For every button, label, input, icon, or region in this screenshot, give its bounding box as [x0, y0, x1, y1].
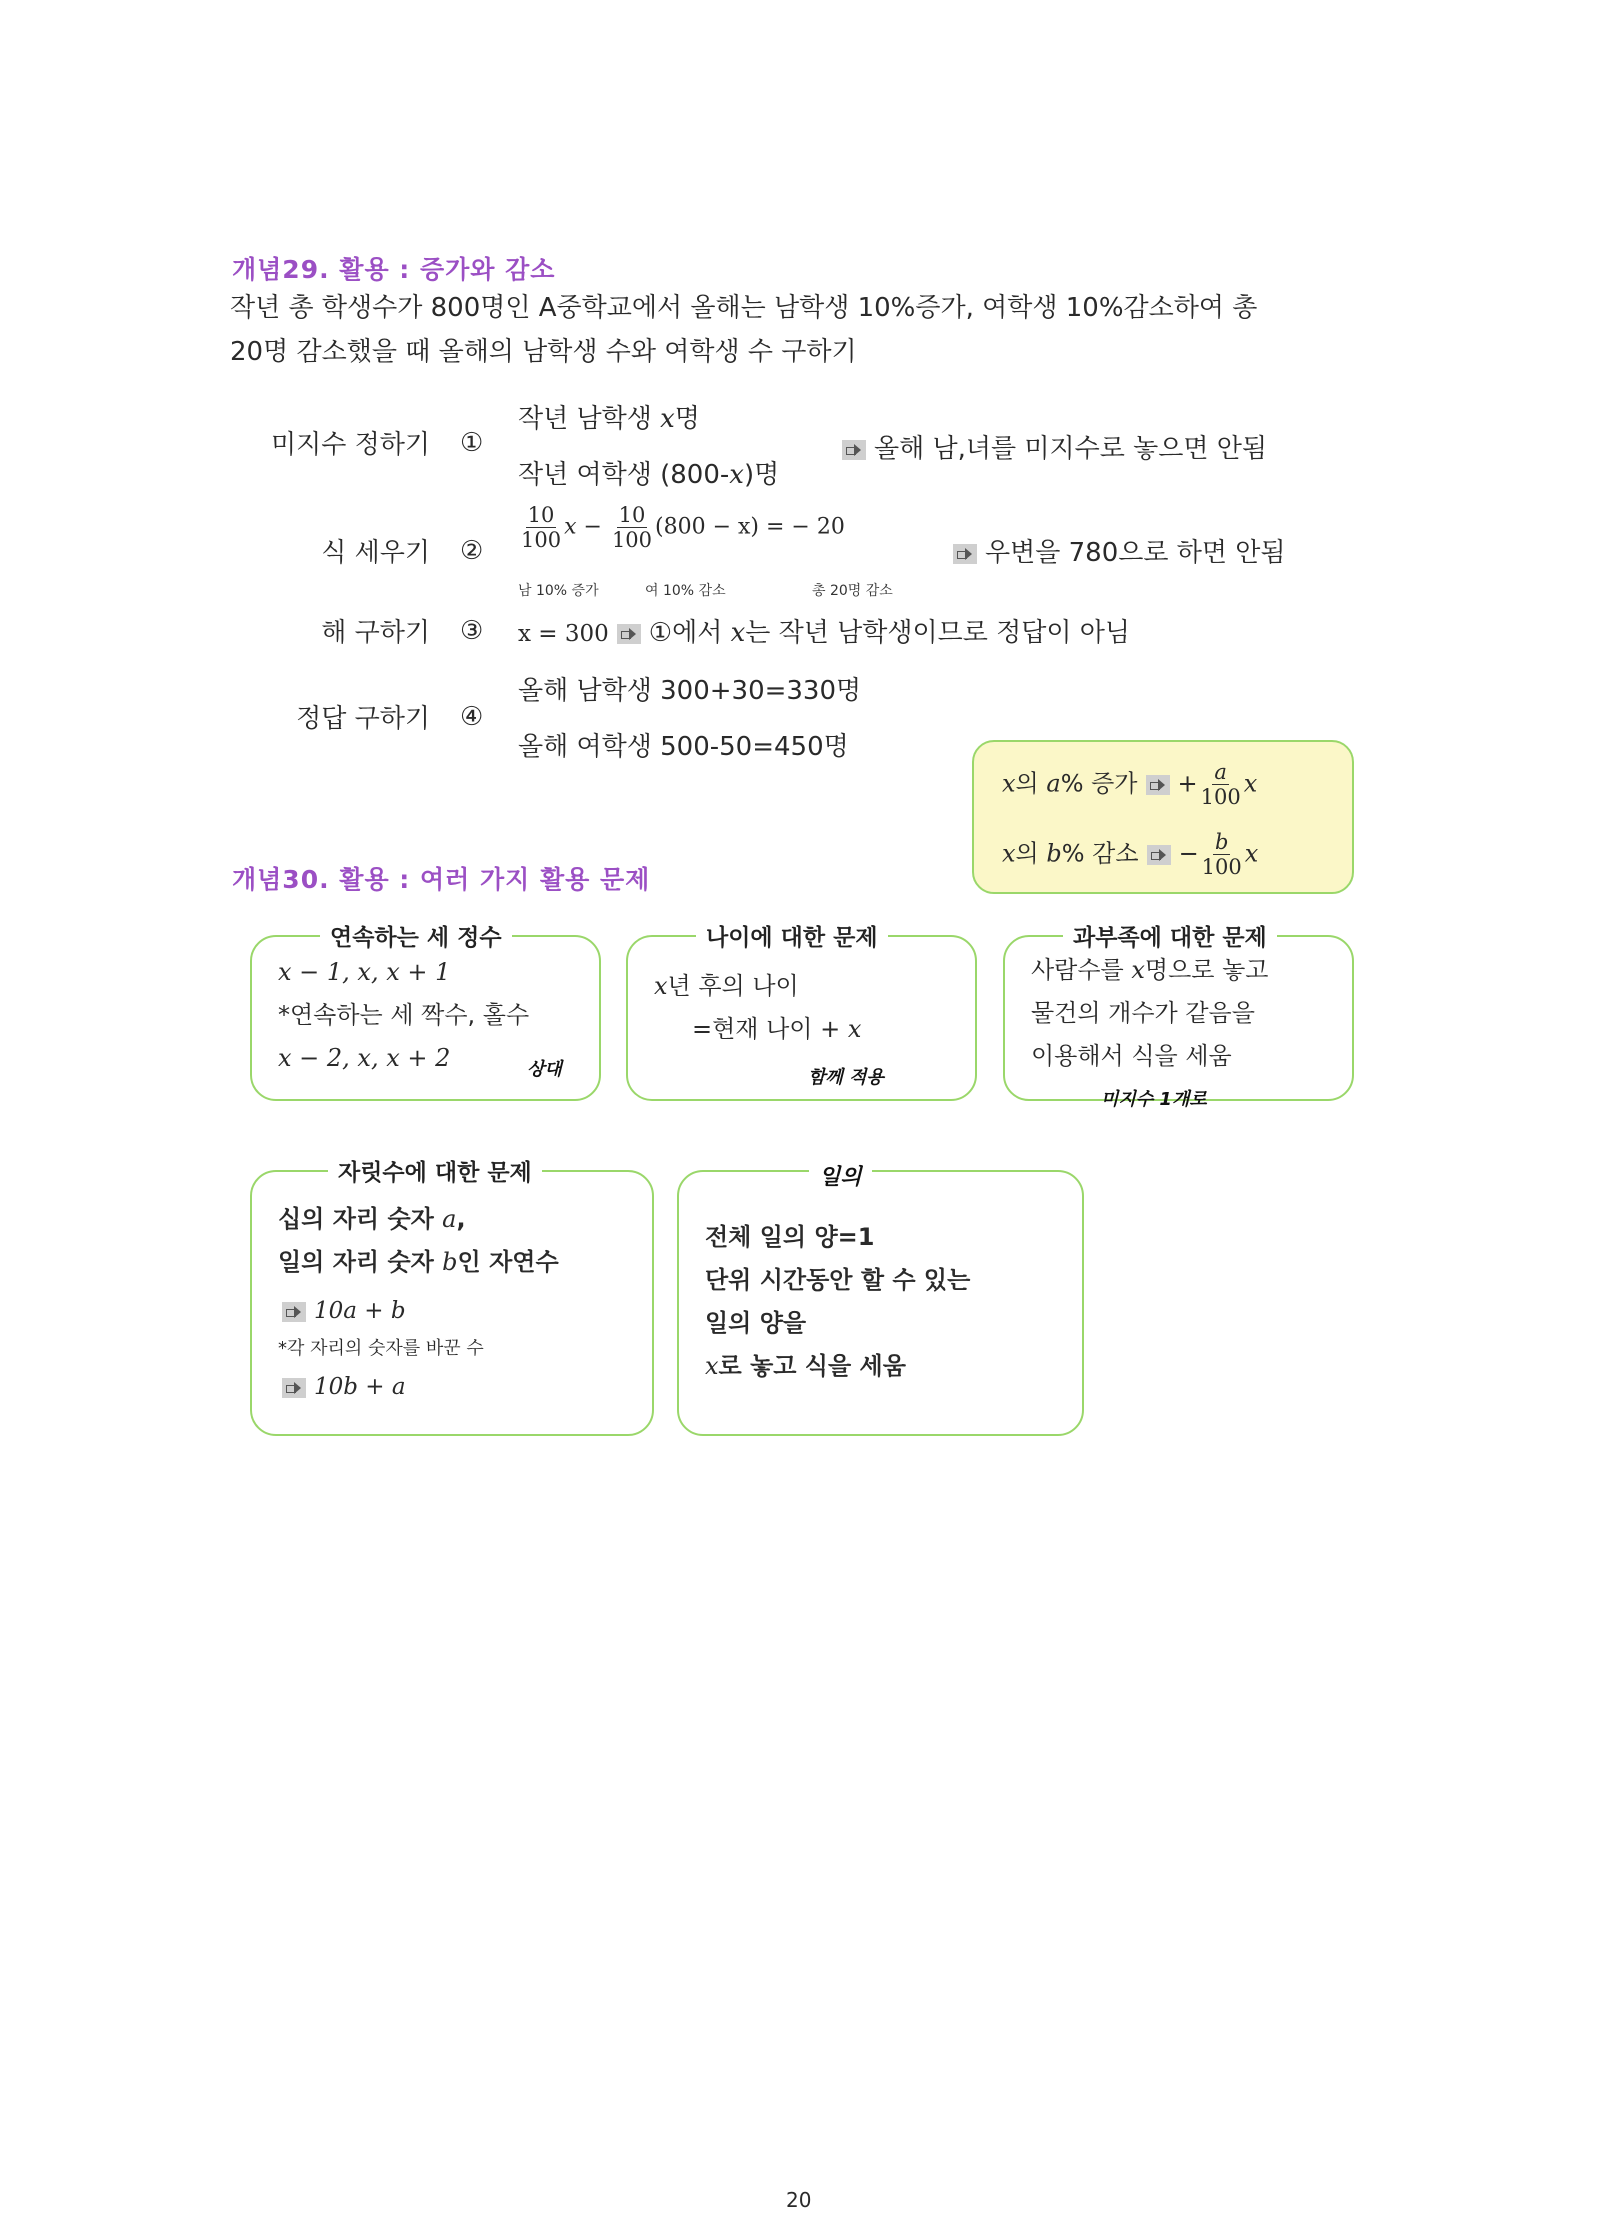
step4-num: ④	[460, 702, 484, 732]
box1-line2: *연속하는 세 짝수, 홀수	[278, 1001, 530, 1029]
step3-num: ③	[460, 616, 484, 646]
step1-label: 미지수 정하기	[271, 430, 430, 460]
box-digits	[250, 1160, 654, 1436]
box-work	[677, 1165, 1084, 1436]
arrow-icon	[953, 544, 977, 564]
arrow-icon	[1147, 845, 1171, 865]
arrow-icon	[1146, 775, 1170, 795]
step2-label: 식 세우기	[321, 538, 430, 568]
tip-increase: x의 a% 증가 + $\frac{a}{100}$ x	[1002, 760, 1258, 809]
box3-title: 과부족에 대한 문제	[1063, 919, 1277, 952]
step4-label: 정답 구하기	[296, 704, 430, 734]
step1-note: 올해 남,녀를 미지수로 놓으면 안됨	[834, 428, 1267, 465]
percent-tip-box	[972, 740, 1354, 894]
box2-line2: =현재 나이 + x	[692, 1015, 862, 1043]
box5-line4: x로 놓고 식을 세움	[705, 1352, 906, 1380]
step1-line2: 작년 여학생 (800-x)명	[518, 460, 780, 490]
box1-line3: x − 2, x, x + 2	[278, 1044, 451, 1072]
page-number: 20	[786, 2188, 812, 2212]
step3-line: x = 300 ①에서 x는 작년 남학생이므로 정답이 아님	[518, 618, 1130, 648]
box4-line4: *각 자리의 숫자를 바꾼 수	[278, 1338, 484, 1359]
box1-handwriting: 상대	[527, 1059, 562, 1080]
concept29-title: 개념29. 활용 : 증가와 감소	[232, 255, 556, 284]
arrow-icon	[842, 440, 866, 460]
box3-line3: 이용해서 식을 세움	[1031, 1042, 1232, 1070]
box-age	[626, 925, 977, 1101]
box3-handwriting: 미지수 1개로	[1101, 1089, 1207, 1110]
box5-line1: 전체 일의 양=1	[705, 1223, 875, 1251]
step3-label: 해 구하기	[321, 618, 430, 648]
box4-line3: 10a + b	[274, 1292, 484, 1330]
arrow-icon	[617, 624, 641, 644]
problem-line1: 작년 총 학생수가 800명인 A중학교에서 올해는 남학생 10%증가, 여학생 10%감소하여 총	[230, 293, 1258, 323]
box4-line2: 일의 자리 숫자 b인 자연수	[278, 1248, 559, 1276]
problem-line2: 20명 감소했을 때 올해의 남학생 수와 여학생 수 구하기	[230, 337, 857, 367]
box2-handwriting: 함께 적용	[808, 1067, 884, 1088]
step2-equation: $\frac{10}{100}$ x − $\frac{10}{100}$ (800 − x) = − 20	[521, 503, 845, 552]
arrow-icon	[282, 1378, 306, 1398]
box5-line3: 일의 양을	[705, 1309, 807, 1337]
step2-sub1: 남 10% 증가	[518, 583, 599, 599]
step2-num: ②	[460, 536, 484, 566]
step1-line1: 작년 남학생 x명	[518, 404, 700, 434]
arrow-icon	[282, 1302, 306, 1322]
box2-line1: x년 후의 나이	[654, 972, 799, 1000]
step2-note: 우변을 780으로 하면 안됨	[945, 532, 1285, 569]
box5-line2: 단위 시간동안 할 수 있는	[705, 1266, 971, 1294]
box4-line1: 십의 자리 숫자 a,	[278, 1205, 466, 1233]
step1-num: ①	[460, 428, 484, 458]
box3-line2: 물건의 개수가 같음을	[1031, 999, 1255, 1027]
box1-line1: x − 1, x, x + 1	[278, 958, 451, 986]
tip-decrease: x의 b% 감소 − $\frac{b}{100}$ x	[1002, 830, 1259, 879]
box-consecutive-integers	[250, 925, 601, 1101]
concept30-title: 개념30. 활용 : 여러 가지 활용 문제	[232, 865, 651, 894]
box4-line5: 10b + a	[274, 1368, 484, 1406]
box-excess-shortage	[1003, 925, 1354, 1110]
step2-sub2: 여 10% 감소	[645, 583, 726, 599]
box3-line1: 사람수를 x명으로 놓고	[1031, 956, 1269, 984]
box4-title: 자릿수에 대한 문제	[328, 1154, 542, 1187]
step4-line2: 올해 여학생 500-50=450명	[518, 732, 849, 762]
box1-title: 연속하는 세 정수	[320, 919, 512, 952]
box2-title: 나이에 대한 문제	[696, 919, 888, 952]
box5-handwritten-title: 일의	[809, 1160, 872, 1191]
step4-line1: 올해 남학생 300+30=330명	[518, 676, 862, 706]
step2-sub3: 총 20명 감소	[812, 583, 893, 599]
